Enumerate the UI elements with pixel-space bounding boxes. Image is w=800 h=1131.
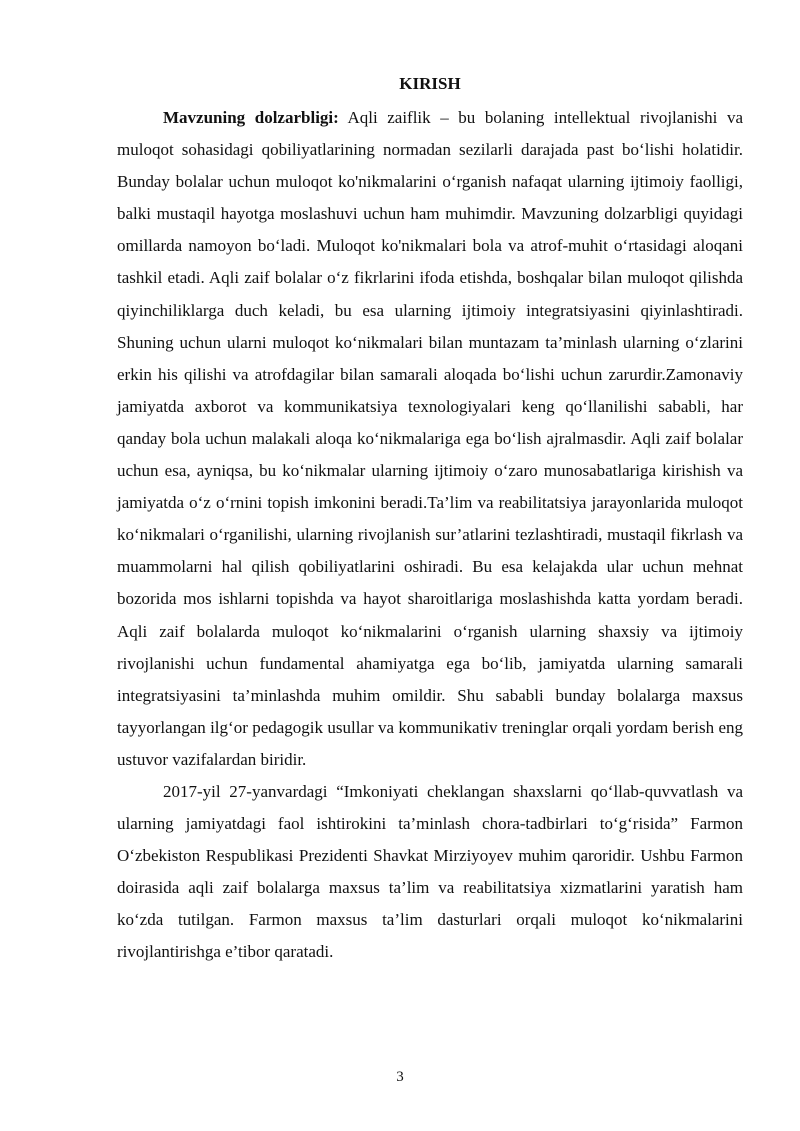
page-number: 3: [396, 1069, 404, 1085]
document-page: [117, 73, 743, 969]
paragraph-decree: [117, 776, 743, 969]
paragraph-text: Aqli zaiflik – bu bolaning intellektual rivojlanishi va muloqot sohasidagi qobiliyatlarining normadan sezilarli darajada past bo‘lishi holatidir. Bunday bolalar uchun muloqot ko'nikmalarini o‘rganish nafaqat ularning ijtimoiy faolligi, balki mustaqil hayotga moslashuvi uchun ham muhimdir. Mavzuning dolzarbligi quyidagi omillarda namoyon bo‘ladi. Muloqot ko'nikmalari bola va atrof-muhit o‘rtasidagi aloqani tashkil etadi. Aqli zaif bolalar o‘z fikrlarini ifoda etishda, boshqalar bilan muloqot qilishda qiyinchiliklarga duch keladi, bu esa ularning ijtimoiy integratsiyasini qiyinlashtiradi. Shuning uchun ularni muloqot ko‘nikmalari bilan muntazam ta’minlash ularning o‘zlarini erkin his qilishi va atrofdagilar bilan samarali aloqada bo‘lishi uchun zarurdir.Zamonaviy jamiyatda axborot va kommunikatsiya texnologiyalari keng qo‘llanilishi sababli, har qanday bola uchun malakali aloqa ko‘nikmalariga ega bo‘lish ajralmasdir. Aqli zaif bolalar uchun esa, ayniqsa, bu ko‘nikmalar ularning ijtimoiy o‘zaro munosabatlariga kirishish va jamiyatda o‘z o‘rnini topish imkonini beradi.Ta’lim va reabilitatsiya jarayonlarida muloqot ko‘nikmalari o‘rganilishi, ularning rivojlanish sur’atlarini tezlashtiradi, mustaqil fikrlash va muammolarni hal qilish qobiliyatlarini oshiradi. Bu esa kelajakda ular uchun mehnat bozorida mos ishlarni topishda va hayot sharoitlariga moslashishda katta yordam beradi. Aqli zaif bolalarda muloqot ko‘nikmalarini o‘rganish ularning shaxsiy va ijtimoiy rivojlanishi uchun fundamental ahamiyatga ega bo‘lib, jamiyatda ularning samarali integratsiyasini ta’minlashda muhim omildir. Shu sababli bunday bolalarga maxsus tayyorlangan ilg‘or pedagogik usullar va kommunikativ treninglar orqali yordam berish eng ustuvor vazifalardan biridir.: [117, 108, 743, 769]
paragraph-lead: Mavzuning dolzarbligi:: [163, 108, 339, 127]
paragraph-relevance: [117, 102, 743, 776]
paragraph-text: 2017-yil 27-yanvardagi “Imkoniyati cheklangan shaxslarni qo‘llab-quvvatlash va ularning jamiyatdagi faol ishtirokini ta’minlash chora-tadbirlari to‘g‘risida” Farmon O‘zbekiston Respublikasi Prezidenti Shavkat Mirziyoyev muhim qaroridir. Ushbu Farmon doirasida aqli zaif bolalarga maxsus ta’lim va reabilitatsiya xizmatlarini yaratish ham ko‘zda tutilgan. Farmon maxsus ta’lim dasturlari orqali muloqot ko‘nikmalarini rivojlantirishga e’tibor qaratadi.: [117, 781, 743, 962]
page-title: KIRISH: [399, 74, 461, 93]
